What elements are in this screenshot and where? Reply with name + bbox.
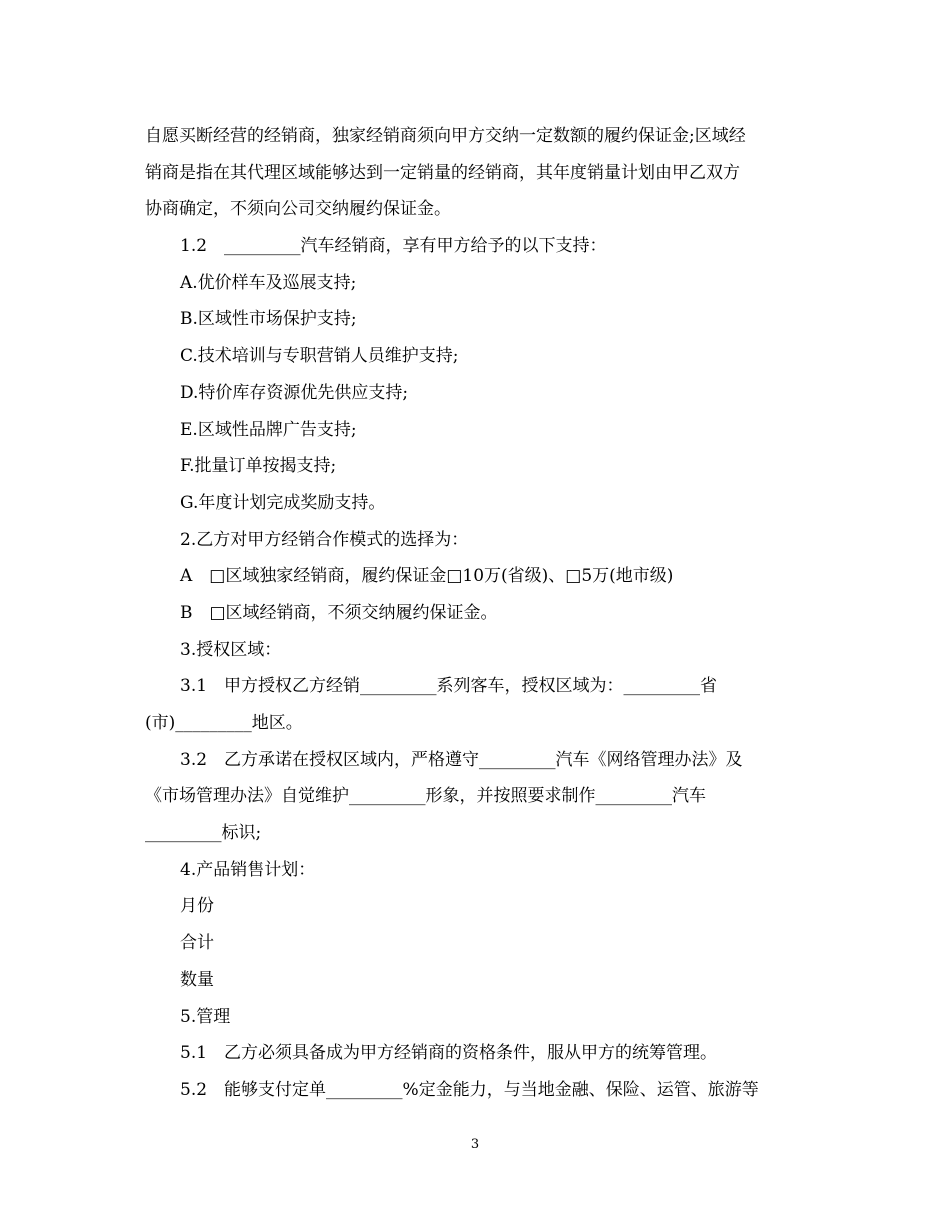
- list-item: D.特价库存资源优先供应支持;: [180, 382, 409, 403]
- list-item: F.批量订单按揭支持;: [180, 456, 337, 477]
- table-label-total: 合计: [180, 933, 214, 954]
- page-number: 3: [470, 1137, 480, 1152]
- text-line: _________标识;: [145, 823, 262, 844]
- document-body: [145, 118, 810, 1109]
- clause-5-2: 5.2 能够支付定单_________%定金能力，与当地金融、保险、运管、旅游等: [180, 1079, 759, 1100]
- table-label-month: 月份: [180, 896, 214, 917]
- option-b: B □区域经销商，不须交纳履约保证金。: [180, 602, 498, 623]
- option-a: A □区域独家经销商，履约保证金□10万(省级)、□5万(地市级): [180, 566, 674, 587]
- text-line: 销商是指在其代理区域能够达到一定销量的经销商，其年度销量计划由甲乙双方: [145, 162, 740, 183]
- list-item: C.技术培训与专职营销人员维护支持;: [180, 346, 459, 367]
- clause-3-2: 3.2 乙方承诺在授权区域内，严格遵守_________汽车《网络管理办法》及: [180, 749, 743, 770]
- section-4-heading: 4.产品销售计划：: [180, 859, 316, 880]
- clause-1-2: 1.2 _________汽车经销商，享有甲方给予的以下支持：: [180, 236, 607, 257]
- list-item: A.优价样车及巡展支持;: [180, 272, 357, 293]
- list-item: G.年度计划完成奖励支持。: [180, 492, 386, 513]
- text-line: 自愿买断经营的经销商，独家经销商须向甲方交纳一定数额的履约保证金;区域经: [145, 126, 746, 146]
- section-2-heading: 2.乙方对甲方经销合作模式的选择为：: [180, 529, 469, 550]
- text-line: 协商确定，不须向公司交纳履约保证金。: [145, 199, 451, 220]
- section-3-heading: 3.授权区域：: [180, 639, 282, 660]
- clause-3-1: 3.1 甲方授权乙方经销_________系列客车，授权区域为：_________省: [180, 676, 718, 697]
- text-line: (市)_________地区。: [145, 713, 303, 733]
- section-5-heading: 5.管理: [180, 1006, 231, 1027]
- table-label-quantity: 数量: [180, 969, 214, 990]
- text-line: 《市场管理办法》自觉维护_________形象，并按照要求制作_________汽车: [145, 786, 706, 807]
- list-item: B.区域性市场保护支持;: [180, 309, 357, 330]
- list-item: E.区域性品牌广告支持;: [180, 419, 357, 440]
- clause-5-1: 5.1 乙方必须具备成为甲方经销商的资格条件，服从甲方的统筹管理。: [180, 1043, 718, 1064]
